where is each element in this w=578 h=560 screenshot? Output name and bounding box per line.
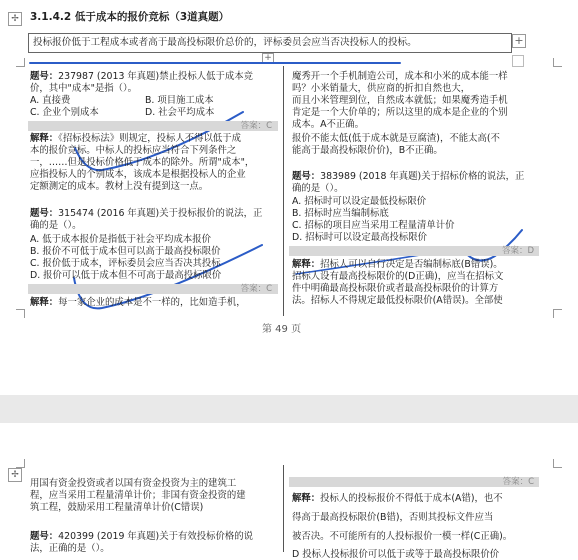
option-c: C. 招标的项目应当采用工程量清单计价 — [292, 220, 455, 231]
page-two — [0, 423, 578, 560]
header-rule-text: 投标报价低于工程成本或者高于最高投标限价总价的，评标委员会应当否决投标人的投标。 — [33, 37, 417, 48]
crop-mark-br — [553, 309, 562, 318]
explanation-line: 一，……但是投标价格低于成本的除外。所谓"成本"， — [30, 157, 255, 168]
answer-text: 答案：C — [240, 284, 272, 294]
continuation-line: 筑工程，鼓励采用工程量清单计价(C错误) — [30, 502, 204, 513]
continuation-line: 肯定是一个大价单的；所以这里的成本是企业的个别 — [292, 107, 508, 118]
move-handle-icon[interactable]: ✢ — [8, 12, 22, 26]
question-label: 题号：315474 (2016 年真题)关于投标报价的说法，正 — [30, 208, 263, 219]
explanation-line: 被否决。不可能所有的人投标报价一模一样(C正确)。 — [292, 531, 513, 542]
option-a: A. 直接费 — [30, 95, 71, 106]
answer-text: 答案：C — [502, 477, 534, 487]
question-text: 确的是（）。 — [292, 183, 344, 194]
continuation-line: 程，应当采用工程量清单计价；非国有资金投资的建 — [30, 490, 246, 501]
question-label: 题号：383989 (2018 年真题)关于招标价格的说法，正 — [292, 171, 525, 182]
answer-text: 答案：D — [501, 246, 534, 256]
continuation-line: 吗？小米销量大，供应商的折扣自然也大， — [292, 83, 471, 94]
continuation-line: 魔秀开一个手机制造公司，成本和小米的成本能一样 — [292, 71, 508, 82]
option-c: C. 企业个别成本 — [30, 107, 99, 118]
explanation-line: 解释：投标人的投标报价不得低于成本(A错)，也不 — [292, 493, 503, 504]
explanation-line: D 投标人投标报价可以低于或等于最高投标限价价 — [292, 549, 500, 560]
add-row-icon[interactable]: + — [262, 53, 274, 64]
option-b: B. 招标时应当编制标底 — [292, 208, 389, 219]
option-d: D. 社会平均成本 — [145, 107, 215, 118]
section-title: 3.1.4.2 低于成本的报价竞标（3道真题） — [30, 11, 230, 23]
option-d: D. 招标时可以设定最高投标限价 — [292, 232, 428, 243]
option-c: C. 报价低于成本，评标委员会应当否决其投标 — [30, 258, 221, 269]
explanation-line: 招标人设有最高投标限价的(D正确)，应当在招标文 — [292, 271, 504, 282]
column-divider — [283, 66, 284, 316]
explanation-line: 法。招标人不得规定最低投标限价(A错误)。全部使 — [292, 295, 503, 306]
crop-mark-tr — [553, 58, 562, 67]
option-b: B. 项目施工成本 — [145, 95, 214, 106]
question-text: 价，其中"成本"是指（）。 — [30, 83, 138, 94]
explanation-line: 解释：招标人可以自行决定是否编制标底(B错误)。 — [292, 259, 503, 270]
continuation-line: 报价不能太低(低于成本就是豆腐渣)，不能太高(不 — [292, 133, 500, 144]
crop-mark-tr — [553, 459, 562, 468]
explanation-line: 定额测定的成本。教材上没有提到这一点。 — [30, 181, 209, 192]
continuation-line: 而且小米管理到位，自然成本就低；如果魔秀造手机 — [292, 95, 508, 106]
explanation-line: 解释：《招标投标法》则规定，投标人不得以低于成 — [30, 133, 241, 144]
explanation-line: 应指投标人的个别成本，该成本是根据投标人的企业 — [30, 169, 246, 180]
explanation-line: 件中明确最高投标限价或者最高投标限价的计算方 — [292, 283, 499, 294]
option-a: A. 招标时可以设定最低投标限价 — [292, 196, 427, 207]
option-d: D. 报价可以低于成本但不可高于最高投标限价 — [30, 270, 222, 281]
add-column-icon[interactable]: + — [512, 34, 526, 48]
explanation-line: 本的报价竞标。中标人的投标应当符合下列条件之 — [30, 145, 237, 156]
column-divider — [283, 465, 284, 552]
crop-mark-tl — [16, 58, 25, 67]
option-b: B. 报价不可低于成本但可以高于最高投标限价 — [30, 246, 221, 257]
continuation-line: 成本。A不正确。 — [292, 119, 365, 130]
answer-text: 答案：C — [240, 121, 272, 131]
explanation-line: 解释：每一家企业的成本是不一样的，比如造手机， — [30, 297, 246, 308]
question-text: 确的是（）。 — [30, 220, 82, 231]
continuation-line: 能高于最高投标限价价)，B不正确。 — [292, 145, 443, 156]
option-a: A. 低于成本报价是指低于社会平均成本报价 — [30, 234, 211, 245]
continuation-line: 用国有资金投资或者以国有资金投资为主的建筑工 — [30, 478, 237, 489]
crop-mark-bl — [16, 309, 25, 318]
question-label: 题号：420399 (2019 年真题)关于有效投标价格的说 — [30, 531, 253, 542]
question-text: 法，正确的是（）。 — [30, 543, 110, 554]
question-label: 题号：237987 (2013 年真题)禁止投标人低于成本竞 — [30, 71, 253, 82]
page-gap — [0, 395, 578, 423]
crop-mark-tl — [16, 459, 25, 468]
move-handle-icon[interactable]: ✢ — [8, 468, 22, 482]
explanation-line: 得高于最高投标限价(B错)，否则其投标文件应当 — [292, 512, 494, 523]
page-number: 第 49 页 — [262, 324, 302, 335]
